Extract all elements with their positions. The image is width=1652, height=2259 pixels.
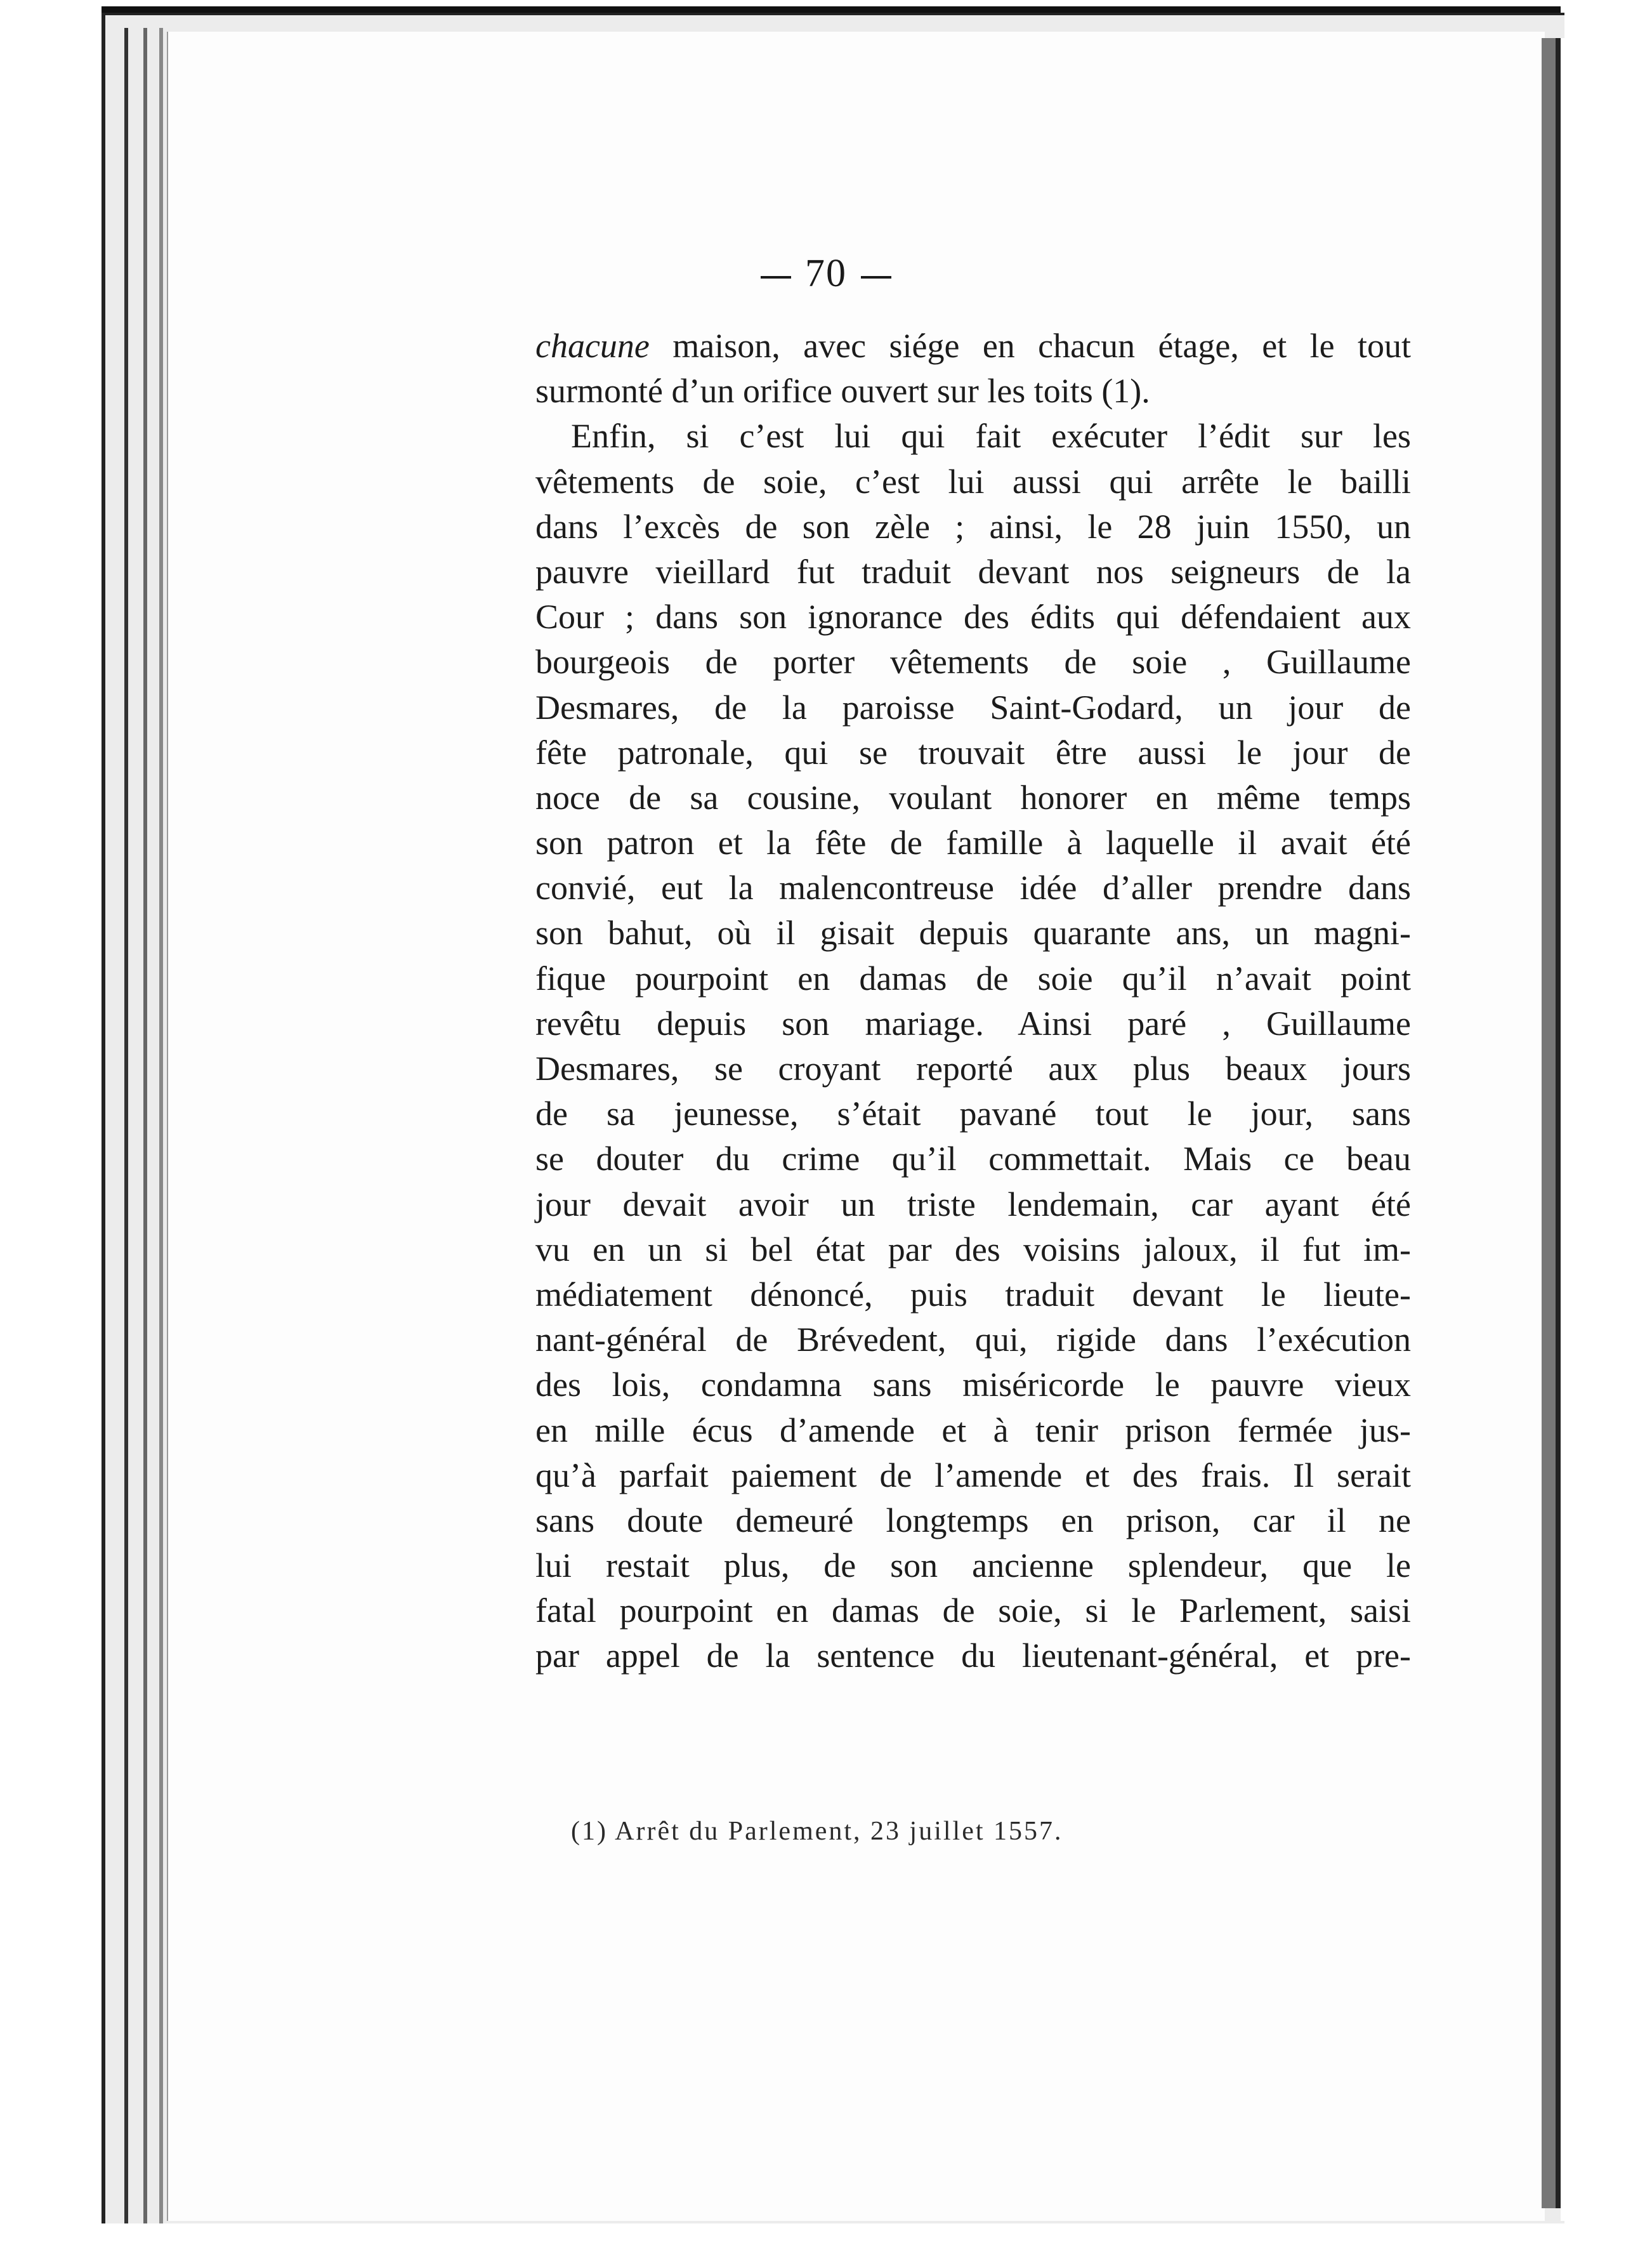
- text-line: se douter du crime qu’il commettait. Mais ce beau: [535, 1140, 1411, 1178]
- body-text: [535, 324, 1411, 1679]
- text-line: bourgeois de porter vêtements de soie , Guillaume: [535, 643, 1411, 682]
- text-line: des lois, condamna sans miséricorde le pauvre vieux: [535, 1366, 1411, 1404]
- text-line: fête patronale, qui se trouvait être aussi le jour de: [535, 733, 1411, 772]
- text-line: vu en un si bel état par des voisins jaloux, il fut im-: [535, 1230, 1411, 1268]
- text-line: noce de sa cousine, voulant honorer en même temps: [535, 778, 1411, 817]
- text-line: revêtu depuis son mariage. Ainsi paré , Guillaume: [535, 1004, 1411, 1043]
- text-line: pauvre vieillard fut traduit devant nos seigneurs de la: [535, 552, 1411, 591]
- dash-left: [761, 276, 791, 279]
- text-line: sans doute demeuré longtemps en prison, car il ne: [535, 1501, 1411, 1539]
- scan-right-shadow: [1542, 38, 1556, 2208]
- text-line: son patron et la fête de famille à laquelle il avait été: [535, 824, 1411, 862]
- text-line: lui restait plus, de son ancienne splendeur, que le: [535, 1546, 1411, 1585]
- page-number-value: 70: [805, 252, 847, 295]
- page-number: [0, 251, 1652, 296]
- text-line: Enfin, si c’est lui qui fait exécuter l’édit sur les: [571, 417, 1411, 456]
- text-line: qu’à parfait paiement de l’amende et des frais. Il serait: [535, 1456, 1411, 1494]
- text-line: Desmares, se croyant reporté aux plus beaux jours: [535, 1050, 1411, 1088]
- text-line: fatal pourpoint en damas de soie, si le Parlement, saisi: [535, 1591, 1411, 1630]
- footnote: (1) Arrêt du Parlement, 23 juillet 1557.: [571, 1817, 1063, 1846]
- text-line: nant-général de Brévedent, qui, rigide dans l’exécution: [535, 1320, 1411, 1359]
- text-line: médiatement dénoncé, puis traduit devant le lieute-: [535, 1275, 1411, 1314]
- italic-word: chacune: [535, 327, 650, 365]
- page-edge-line: [124, 28, 128, 2223]
- text-line: surmonté d’un orifice ouvert sur les toits (1).: [535, 372, 1150, 411]
- text-line: Cour ; dans son ignorance des édits qui défendaient aux: [535, 598, 1411, 636]
- text-line: par appel de la sentence du lieutenant-général, et pre-: [535, 1637, 1411, 1675]
- text-line: en mille écus d’amende et à tenir prison fermée jus-: [535, 1411, 1411, 1449]
- text-line: fique pourpoint en damas de soie qu’il n’avait point: [535, 959, 1411, 998]
- text-line: convié, eut la malencontreuse idée d’aller prendre dans: [535, 869, 1411, 907]
- page-edge-line: [143, 28, 147, 2223]
- text-line: son bahut, où il gisait depuis quarante ans, un magni-: [535, 914, 1411, 952]
- scan-top-edge: [102, 6, 1561, 13]
- text-line: jour devait avoir un triste lendemain, car ayant été: [535, 1185, 1411, 1223]
- dash-right: [861, 276, 891, 279]
- text-line: chacune maison, avec siége en chacun étage, et le tout: [535, 327, 1411, 365]
- text-line: de sa jeunesse, s’était pavané tout le jour, sans: [535, 1095, 1411, 1133]
- scan-right-edge: [1556, 38, 1561, 2208]
- text-line: vêtements de soie, c’est lui aussi qui arrête le bailli: [535, 462, 1411, 501]
- text-line: dans l’excès de son zèle ; ainsi, le 28 juin 1550, un: [535, 507, 1411, 546]
- scan-margin: [1561, 38, 1652, 2221]
- text-line: Desmares, de la paroisse Saint-Godard, un jour de: [535, 688, 1411, 727]
- page-edge-line: [159, 28, 163, 2223]
